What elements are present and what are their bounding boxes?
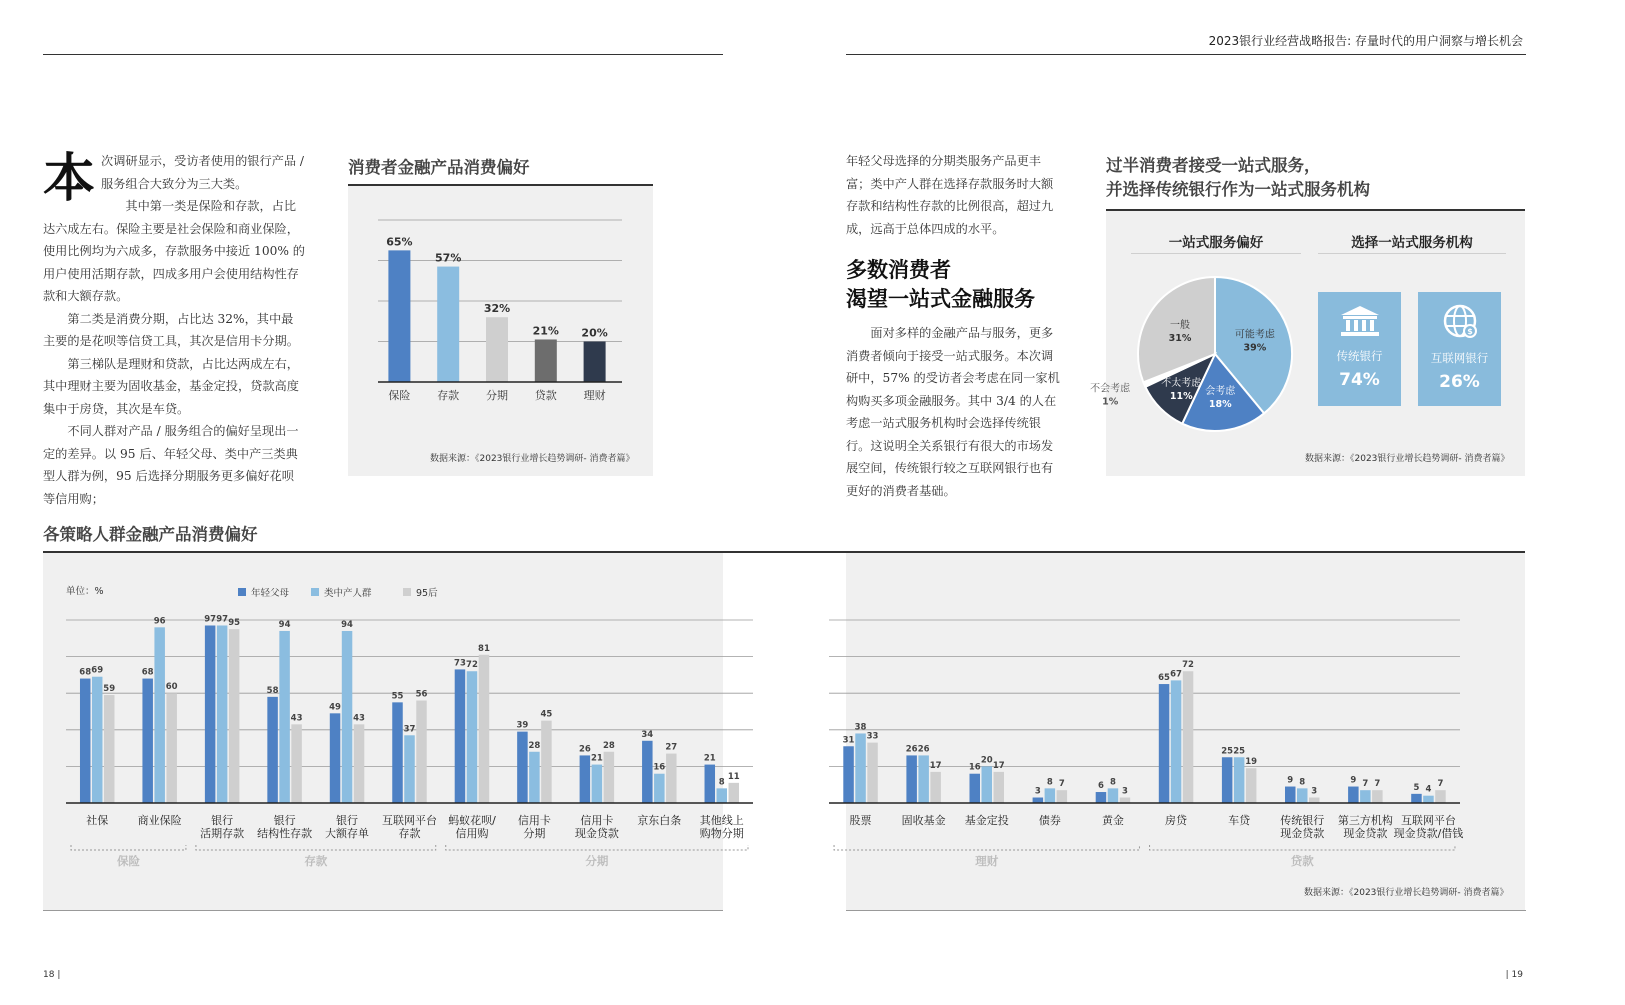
- bar: [1372, 790, 1383, 803]
- top-rule-left: [43, 54, 723, 55]
- data-label: 11: [727, 771, 740, 782]
- bar: [654, 774, 665, 803]
- bar: [843, 746, 854, 803]
- bar: [666, 754, 677, 803]
- data-label: 34: [641, 729, 654, 740]
- bar: [580, 755, 591, 803]
- data-label: 69: [91, 665, 104, 676]
- inst-card-internet-bank: [1418, 292, 1501, 406]
- bar: [541, 721, 552, 803]
- data-label: 8: [1046, 777, 1053, 788]
- bar: [92, 677, 103, 803]
- bar: [330, 713, 341, 803]
- data-label: 32%: [483, 302, 511, 316]
- bar: [1435, 790, 1446, 803]
- data-label: 81: [478, 643, 490, 654]
- inst-title: 选择一站式服务机构: [1351, 235, 1473, 251]
- data-label: 95: [228, 618, 241, 629]
- bar: [906, 755, 917, 803]
- group-bracket: [1150, 845, 1455, 850]
- data-label: 33: [866, 731, 879, 742]
- data-label: 8: [718, 777, 725, 788]
- bar: [267, 697, 278, 803]
- page-number-left-value: 18: [43, 970, 55, 980]
- bar: [1222, 757, 1233, 803]
- data-label: 26: [917, 744, 930, 755]
- data-label: 3: [1121, 786, 1128, 797]
- data-label: 67: [1170, 669, 1182, 680]
- data-label: 37: [403, 724, 416, 735]
- bar: [867, 743, 878, 803]
- bar: [592, 765, 603, 803]
- data-label: 57%: [435, 251, 462, 265]
- bar: [1033, 798, 1044, 803]
- bar: [1057, 790, 1068, 803]
- slice-value: 11%: [1169, 390, 1193, 402]
- bar: [486, 317, 508, 382]
- bar: [970, 774, 981, 803]
- data-label: 17: [992, 760, 1005, 771]
- bar: [1423, 796, 1434, 803]
- section-heading: [846, 256, 1035, 314]
- bar: [1309, 798, 1320, 803]
- data-label: 28: [528, 740, 541, 751]
- bar: [229, 629, 240, 803]
- category-label: 股票: [849, 814, 872, 827]
- bar: [1108, 788, 1119, 803]
- bar: [388, 250, 410, 382]
- bar: [855, 733, 866, 803]
- legend-swatch: [311, 588, 319, 596]
- data-label: 17: [929, 760, 942, 771]
- bar: [416, 701, 427, 803]
- data-label: 49: [329, 702, 341, 713]
- onestop-title-line2: 并选择传统银行作为一站式服务机构: [1106, 180, 1370, 199]
- category-label: 其他线上: [699, 814, 744, 827]
- slice-label: 会考虑: [1205, 386, 1236, 398]
- chart1-panel: [348, 186, 653, 476]
- data-label: 43: [290, 713, 303, 724]
- category-label: 存款: [437, 389, 460, 402]
- inst-label: 互联网银行: [1430, 351, 1489, 365]
- bar: [205, 625, 216, 803]
- category-label: 购物分期: [699, 827, 744, 840]
- data-label: 97: [204, 614, 217, 625]
- left-body-text: [43, 150, 305, 510]
- slice-label: 不会考虑: [1090, 383, 1131, 395]
- data-label: 21: [703, 753, 716, 764]
- bar: [437, 267, 459, 382]
- bar: [982, 766, 993, 803]
- category-label: 现金贷款: [1343, 827, 1388, 840]
- slice-value: 39%: [1243, 342, 1267, 354]
- inst-value: 26%: [1439, 372, 1480, 392]
- inst-value: 74%: [1339, 370, 1380, 390]
- paragraph: 次调研显示，受访者使用的银行产品 / 服务组合大致分为三大类。: [101, 154, 304, 191]
- data-label: 72: [1182, 660, 1194, 671]
- category-label: 理财: [583, 389, 606, 402]
- bar: [166, 693, 177, 803]
- bar: [1045, 788, 1056, 803]
- onestop-source: 数据来源：《2023银行业增长趋势调研- 消费者篇》: [1305, 454, 1510, 464]
- category-label: 第三方机构: [1337, 814, 1393, 827]
- data-label: 65: [1158, 673, 1170, 684]
- data-label: 21: [590, 753, 603, 764]
- category-label: 黄金: [1101, 814, 1124, 827]
- category-label: 银行: [211, 814, 234, 827]
- data-label: 9: [1287, 775, 1294, 786]
- category-label: 银行: [336, 814, 359, 827]
- svg-text:$: $: [1466, 327, 1473, 336]
- category-label: 京东白条: [637, 814, 682, 827]
- category-label: 大额存单: [325, 827, 370, 840]
- bank-icon: [1318, 304, 1401, 342]
- data-label: 20: [980, 755, 993, 766]
- category-label: 现金贷款/借钱: [1393, 827, 1464, 840]
- data-label: 60: [165, 682, 178, 693]
- paragraph: 第二类是消费分期，占比达 32%，其中最主要的是花呗等信贷工具，其次是信用卡分期。: [43, 311, 299, 348]
- group-label: 贷款: [1290, 854, 1314, 868]
- section-heading-line2: 渴望一站式金融服务: [846, 287, 1035, 311]
- paragraph: 不同人群对产品 / 服务组合的偏好呈现出一定的差异。以 95 后、年轻父母、类中产三类典型人群为例，95 后选择分期服务更多偏好花呗等信用购；: [43, 424, 299, 506]
- data-label: 5: [1413, 782, 1420, 793]
- slice-label: 可能考虑: [1234, 329, 1275, 341]
- data-label: 8: [1299, 777, 1306, 788]
- data-label: 73: [454, 658, 466, 669]
- bar: [1159, 684, 1170, 803]
- globe-icon: [1418, 302, 1501, 344]
- category-label: 结构性存款: [257, 827, 313, 840]
- data-label: 94: [341, 619, 353, 630]
- chart1-source: 数据来源：《2023银行业增长趋势调研- 消费者篇》: [430, 454, 635, 464]
- data-label: 56: [415, 689, 428, 700]
- data-label: 38: [854, 722, 867, 733]
- category-label: 社保: [86, 814, 109, 827]
- data-label: 20%: [581, 326, 608, 340]
- category-label: 房贷: [1165, 814, 1188, 827]
- bar: [354, 724, 365, 803]
- dropcap: 本: [43, 149, 96, 209]
- chart1-title: 消费者金融产品消费偏好: [348, 158, 530, 177]
- right-body-text: [846, 322, 1061, 502]
- category-label: 现金贷款: [574, 827, 619, 840]
- bar: [994, 772, 1005, 803]
- data-label: 7: [1374, 779, 1381, 790]
- group-bracket: [834, 845, 1139, 850]
- group-bracket: [446, 845, 748, 850]
- bar: [729, 783, 740, 803]
- data-label: 3: [1311, 786, 1318, 797]
- running-title: 2023银行业经营战略报告: 存量时代的用户洞察与增长机会: [1208, 34, 1523, 48]
- category-label: 贷款: [534, 389, 557, 402]
- data-label: 58: [266, 685, 279, 696]
- category-label: 基金定投: [964, 814, 1009, 827]
- bar: [217, 625, 228, 803]
- pie-title-rule: [1131, 253, 1301, 254]
- bar: [1183, 671, 1194, 803]
- chart3-title: 各策略人群金融产品消费偏好: [43, 525, 258, 544]
- category-label: 信用卡: [580, 814, 614, 827]
- category-label: 信用卡: [517, 814, 551, 827]
- bar: [584, 342, 606, 383]
- category-label: 存款: [398, 827, 421, 840]
- data-label: 21%: [532, 324, 559, 338]
- data-label: 16: [968, 762, 981, 773]
- data-label: 45: [540, 709, 553, 720]
- slice-value: 1%: [1102, 396, 1119, 408]
- bar: [517, 732, 528, 803]
- bar: [717, 788, 728, 803]
- data-label: 31: [842, 735, 855, 746]
- legend-label: 类中产人群: [324, 588, 372, 599]
- bar: [392, 702, 403, 803]
- slice-label: 一般: [1169, 320, 1190, 332]
- category-label: 车贷: [1228, 814, 1251, 827]
- page-number-right-value: 19: [1511, 970, 1523, 980]
- data-label: 68: [141, 667, 154, 678]
- category-label: 信用购: [455, 827, 489, 840]
- bar: [279, 631, 290, 803]
- inst-card-traditional-bank: [1318, 292, 1401, 406]
- group-bracket: [196, 845, 436, 850]
- bar: [80, 679, 91, 803]
- pie-title: 一站式服务偏好: [1168, 235, 1264, 251]
- inst-label: 传统银行: [1336, 349, 1383, 363]
- bar: [642, 741, 653, 803]
- bottom-rule-right: [846, 910, 1526, 911]
- data-label: 72: [466, 660, 478, 671]
- chart3-source: 数据来源：《2023银行业增长趋势调研- 消费者篇》: [1304, 888, 1509, 898]
- right-intro-text: [846, 150, 1061, 240]
- group-label: 存款: [304, 854, 328, 868]
- data-label: 68: [79, 667, 92, 678]
- group-label: 保险: [116, 854, 140, 868]
- bar: [705, 765, 716, 803]
- data-label: 6: [1097, 781, 1104, 792]
- category-label: 活期存款: [200, 827, 245, 840]
- bar: [455, 669, 466, 803]
- bar: [535, 339, 557, 382]
- bar: [467, 671, 478, 803]
- category-label: 分期: [486, 389, 508, 402]
- data-label: 3: [1034, 786, 1041, 797]
- data-label: 7: [1437, 779, 1444, 790]
- page-number-right: | 19: [1505, 970, 1523, 980]
- bar: [529, 752, 540, 803]
- paragraph: 年轻父母选择的分期类服务产品更丰富；类中产人群在选择存款服务时大额存款和结构性存款的比例很高，超过九成，远高于总体四成的水平。: [846, 154, 1054, 236]
- section-heading-line1: 多数消费者: [846, 258, 951, 282]
- bar: [604, 752, 615, 803]
- onestop-title-line1: 过半消费者接受一站式服务，: [1106, 156, 1321, 175]
- legend-swatch: [238, 588, 246, 596]
- data-label: 96: [153, 616, 166, 627]
- data-label: 25: [1233, 746, 1246, 757]
- data-label: 27: [665, 742, 678, 753]
- data-label: 65%: [386, 235, 413, 249]
- slice-value: 18%: [1208, 399, 1232, 411]
- data-label: 94: [278, 619, 291, 630]
- inst-title-rule: [1318, 253, 1506, 254]
- data-label: 55: [391, 691, 404, 702]
- legend-swatch: [403, 588, 411, 596]
- paragraph: 第三梯队是理财和贷款，占比达两成左右，其中理财主要为固收基金，基金定投，贷款高度集中于房贷，其次是车贷。: [43, 356, 299, 416]
- data-label: 9: [1350, 775, 1357, 786]
- bar: [1234, 757, 1245, 803]
- bar: [930, 772, 941, 803]
- bar: [154, 627, 165, 803]
- data-label: 7: [1058, 779, 1065, 790]
- slice-label: 不太考虑: [1161, 377, 1202, 389]
- bar: [1246, 768, 1257, 803]
- category-label: 传统银行: [1280, 814, 1325, 827]
- group-label: 分期: [585, 854, 609, 868]
- data-label: 4: [1425, 784, 1432, 795]
- bar: [104, 695, 115, 803]
- bar: [342, 631, 353, 803]
- category-label: 蚂蚁花呗/: [448, 814, 496, 827]
- top-rule-right: [846, 54, 1526, 55]
- data-label: 7: [1362, 779, 1369, 790]
- bar: [479, 655, 490, 803]
- data-label: 8: [1109, 777, 1116, 788]
- category-label: 互联网平台: [1400, 814, 1456, 827]
- onestop-title: [1106, 154, 1370, 202]
- legend-label: 95后: [416, 588, 438, 599]
- bar: [1360, 790, 1371, 803]
- bar: [1171, 680, 1182, 803]
- bar: [1120, 798, 1131, 803]
- onestop-panel: [1090, 211, 1525, 476]
- data-label: 28: [602, 740, 615, 751]
- bar: [1348, 787, 1359, 803]
- slice-value: 31%: [1168, 333, 1192, 345]
- bar: [291, 724, 302, 803]
- bar: [142, 679, 153, 803]
- bar: [918, 755, 929, 803]
- page-number-left: 18 |: [43, 970, 61, 980]
- data-label: 26: [905, 744, 918, 755]
- paragraph: 面对多样的金融产品与服务，更多消费者倾向于接受一站式服务。本次调研中，57% 的受访者会考虑在同一家机构购买多项金融服务。其中 3/4 的人在考虑一站式服务机构时会选择传统银行。这说明全关系银行有很大的市场发展空间，传统银行较之互联网银行也有更好的消费者基础。: [846, 326, 1060, 498]
- category-label: 债券: [1038, 814, 1061, 827]
- data-label: 26: [578, 744, 591, 755]
- category-label: 分期: [523, 827, 546, 840]
- category-label: 固收基金: [901, 814, 946, 827]
- data-label: 59: [103, 684, 116, 695]
- group-label: 理财: [975, 854, 999, 868]
- data-label: 16: [653, 762, 666, 773]
- bar: [1297, 788, 1308, 803]
- chart1-svg: [348, 186, 653, 426]
- legend-label: 年轻父母: [251, 588, 290, 599]
- category-label: 银行: [273, 814, 296, 827]
- unit-label: 单位：%: [66, 586, 104, 597]
- data-label: 19: [1245, 757, 1258, 768]
- data-label: 25: [1221, 746, 1234, 757]
- category-label: 现金贷款: [1280, 827, 1325, 840]
- chart3-svg: [0, 553, 1625, 910]
- group-bracket: [71, 845, 186, 850]
- paragraph: 其中第一类是保险和存款，占比达六成左右。保险主要是社会保险和商业保险，使用比例均为六成多，存款服务中接近 100% 的用户使用活期存款，四成多用户会使用结构性存款和大额存款。: [43, 199, 305, 303]
- category-label: 商业保险: [137, 814, 182, 827]
- bar: [1096, 792, 1107, 803]
- pie-chart: [1090, 261, 1316, 461]
- data-label: 43: [353, 713, 365, 724]
- bar: [1285, 787, 1296, 803]
- data-label: 97: [216, 614, 229, 625]
- bottom-rule-left: [43, 910, 723, 911]
- bar: [404, 735, 415, 803]
- bar: [1411, 794, 1422, 803]
- category-label: 保险: [388, 389, 411, 402]
- category-label: 互联网平台: [382, 814, 437, 827]
- data-label: 39: [516, 720, 529, 731]
